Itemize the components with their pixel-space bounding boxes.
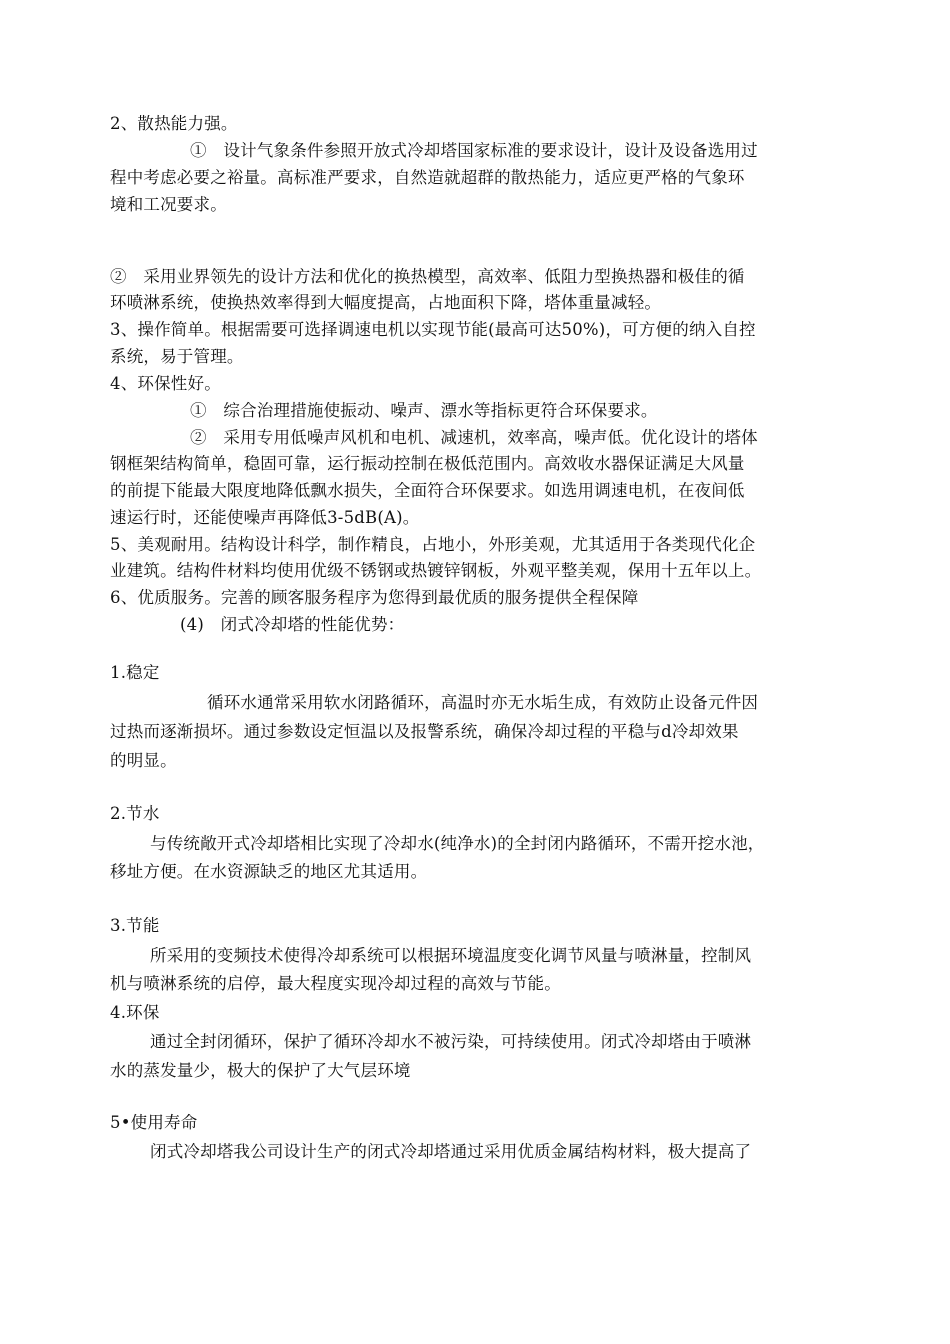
paragraph-line: 环喷淋系统，使换热效率得到大幅度提高，占地面积下降，塔体重量减轻。 — [110, 293, 662, 312]
paragraph-line: 系统，易于管理。 — [110, 347, 244, 366]
paragraph-line: 所采用的变频技术使得冷却系统可以根据环境温度变化调节风量与喷淋量，控制风 — [150, 946, 752, 965]
heading-environmental: 4、环保性好。 — [110, 374, 221, 393]
heading-service-life: 5•使用寿命 — [110, 1113, 198, 1132]
paragraph-line: 过热而逐渐损坏。通过参数设定恒温以及报警系统，确保冷却过程的平稳与d冷却效果 — [110, 722, 739, 741]
paragraph-line: 机与喷淋系统的启停，最大程度实现冷却过程的高效与节能。 — [110, 974, 561, 993]
heading-heat-dissipation: 2、散热能力强。 — [110, 114, 238, 133]
paragraph-line: 速运行时，还能使噪声再降低3-5dB(A)。 — [110, 508, 420, 527]
paragraph-line: 钢框架结构简单，稳固可靠，运行振动控制在极低范围内。高效收水器保证满足大风量 — [110, 454, 745, 473]
heading-environmental-protection: 4.环保 — [110, 1003, 160, 1022]
heading-simple-operation: 3、操作简单。根据需要可选择调速电机以实现节能(最高可达50%)，可方便的纳入自控 — [110, 320, 756, 339]
heading-water-saving: 2.节水 — [110, 804, 160, 823]
paragraph-line: ② 采用专用低噪声风机和电机、减速机，效率高，噪声低。优化设计的塔体 — [190, 428, 758, 447]
section-title-advantages: (4) 闭式冷却塔的性能优势： — [180, 615, 405, 634]
paragraph-line: 移址方便。在水资源缺乏的地区尤其适用。 — [110, 862, 428, 881]
heading-service: 6、优质服务。完善的顾客服务程序为您得到最优质的服务提供全程保障 — [110, 588, 639, 607]
paragraph-line: 境和工况要求。 — [110, 195, 227, 214]
heading-durable: 5、美观耐用。结构设计科学，制作精良，占地小，外形美观，尤其适用于各类现代化企 — [110, 535, 756, 554]
paragraph-line: 的前提下能最大限度地降低飘水损失，全面符合环保要求。如选用调速电机，在夜间低 — [110, 481, 745, 500]
paragraph-line: 与传统敞开式冷却塔相比实现了冷却水(纯净水)的全封闭内路循环，不需开挖水池， — [150, 834, 765, 853]
heading-energy-saving: 3.节能 — [110, 916, 160, 935]
paragraph-line: ① 综合治理措施使振动、噪声、漂水等指标更符合环保要求。 — [190, 401, 658, 420]
heading-stable: 1.稳定 — [110, 663, 160, 682]
paragraph-line: 通过全封闭循环，保护了循环冷却水不被污染，可持续使用。闭式冷却塔由于喷淋 — [150, 1032, 752, 1051]
paragraph-line: 的明显。 — [110, 751, 177, 770]
paragraph-line: ② 采用业界领先的设计方法和优化的换热模型，高效率、低阻力型换热器和极佳的循 — [110, 267, 745, 286]
paragraph-line: ① 设计气象条件参照开放式冷却塔国家标准的要求设计，设计及设备选用过 — [190, 141, 758, 160]
paragraph-line: 业建筑。结构件材料均使用优级不锈钢或热镀锌钢板，外观平整美观，保用十五年以上。 — [110, 561, 762, 580]
paragraph-line: 闭式冷却塔我公司设计生产的闭式冷却塔通过采用优质金属结构材料，极大提高了 — [150, 1142, 752, 1161]
paragraph-line: 程中考虑必要之裕量。高标准严要求，自然造就超群的散热能力，适应更严格的气象环 — [110, 168, 745, 187]
paragraph-line: 循环水通常采用软水闭路循环，高温时亦无水垢生成，有效防止设备元件因 — [207, 693, 759, 712]
paragraph-line: 水的蒸发量少，极大的保护了大气层环境 — [110, 1061, 411, 1080]
